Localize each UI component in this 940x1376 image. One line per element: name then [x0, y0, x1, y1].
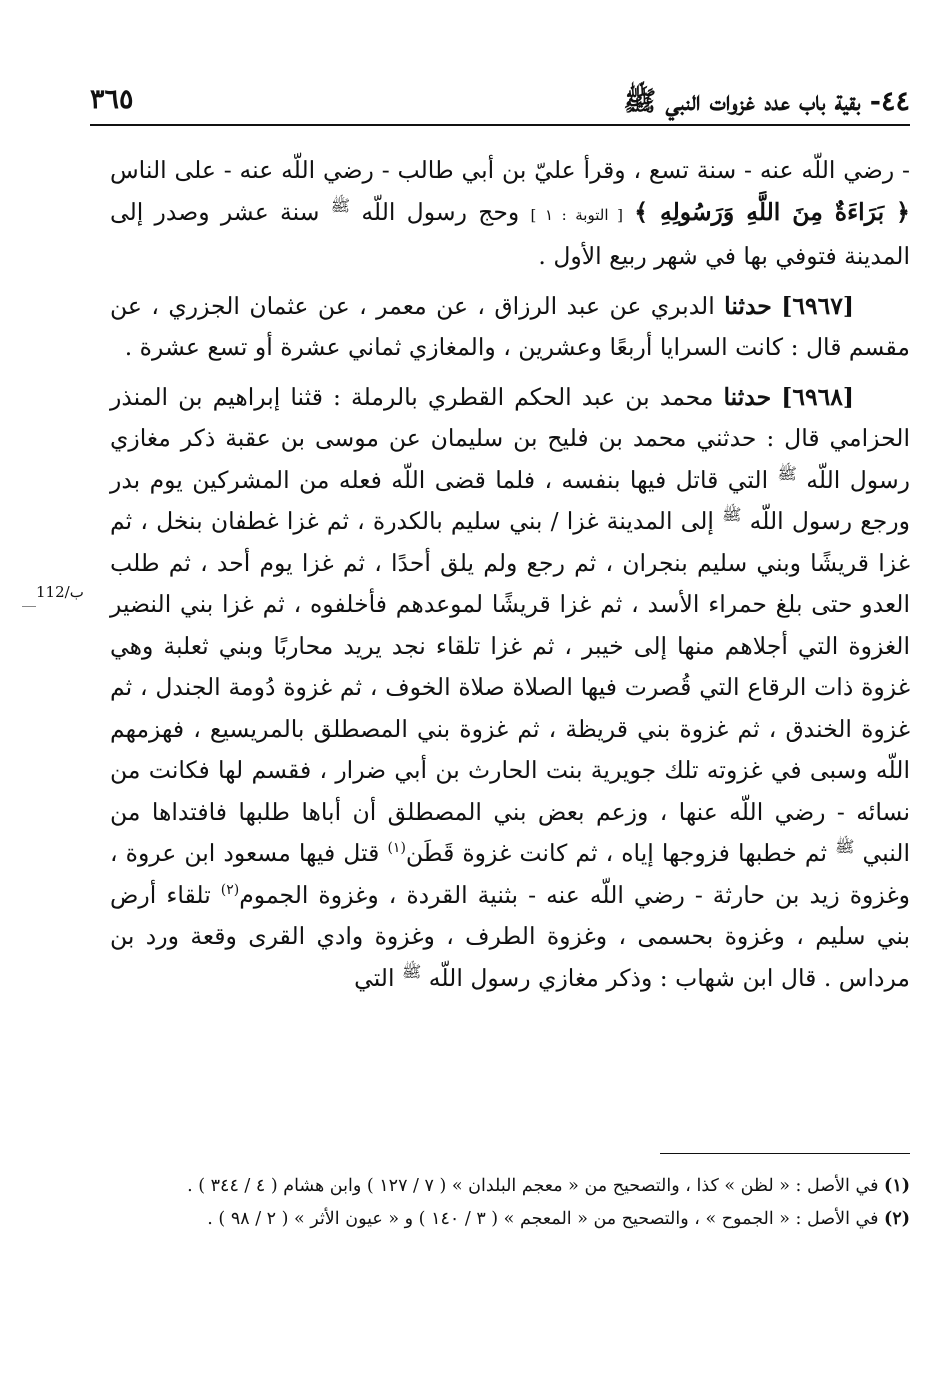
hadith-text: التي: [354, 963, 395, 992]
salla-ligature: ﷺ: [777, 463, 797, 483]
paragraph-1: [110, 150, 910, 278]
hadith-number: [٦٩٦٨]: [781, 382, 854, 411]
hadith-6968: [110, 377, 910, 1000]
header-divider: [90, 124, 910, 126]
hadith-text: قتل فيها مسعود ابن عروة ، وغزوة زيد بن حارثة - رضي اللّه عنه - بثنية القردة ، وغزوة الجموم: [110, 839, 910, 909]
hadith-text: ثم خطبها فزوجها إياه ، ثم كانت غزوة قَطَن: [405, 839, 828, 867]
main-text: [110, 150, 910, 1007]
footnote-number: (١): [884, 1176, 910, 1196]
text-segment: - رضي اللّه عنه - سنة تسع ، وقرأ عليّ بن أبي طالب - رضي اللّه عنه - على الناس: [110, 156, 910, 184]
quran-verse: ﴿ بَرَاءَةٌ مِنَ اللَّهِ وَرَسُولِهِ ﴾: [634, 197, 910, 226]
quran-reference: [ التوبة : ١ ]: [530, 205, 623, 224]
page-header: [90, 80, 910, 126]
hadith-6967: [110, 286, 910, 369]
footnote-text: في الأصل : « لظن » كذا ، والتصحيح من « معجم البلدان » ( ٧ / ١٢٧ ) وابن هشام ( ٤ / ٣٤٤ ) .: [187, 1176, 879, 1196]
hadith-number: [٦٩٦٧]: [781, 291, 854, 320]
footnote-ref-2[interactable]: (٢): [220, 881, 240, 898]
hadith-text: الدبري عن عبد الرزاق ، عن معمر ، عن عثمان الجزري ، عن مقسم قال : كانت السرايا أربعًا وعشرين ، والمغازي ثماني عشرة أو تسع عشرة .: [110, 291, 910, 361]
salla-ligature: ﷺ: [722, 505, 742, 525]
haddathana-word: حدثنا: [724, 291, 772, 320]
haddathana-word: حدثنا: [723, 382, 772, 411]
footnote-2: [110, 1203, 910, 1236]
hadith-text: إلى المدينة غزا / بني سليم بالكدرة ، ثم غزا غطفان بنخل ، ثم غزا قريشًا وبني سليم بنجران ، ثم رجع ولم يلق أحدًا ، ثم غزا يوم أحد ، ثم طلب العدو حتى بلغ حمراء الأسد ، ثم غزا قريشًا لموعدهم فأخلفوه ، ثم غزا بني النضير الغزوة التي أجلاهم منها إلى خيبر ، ثم غزا تلقاء نجد يريد محاربًا وبني ثعلبة وهي غزوة ذات الرقاع التي قُصرت فيها الصلاة صلاة الخوف ، ثم غزوة دُومة الجندل ، ثم غزوة الخندق ، ثم غزوة بني قريظة ، ثم غزوة بني المصطلق بالمريسيع ، فهزمهم اللّه وسبى في غزوته تلك جويرية بنت الحارث بن أبي ضرار ، فقسم لها فكانت من نسائه - رضي اللّه عنها ، وزعم بعض بني المصطلق أن أباها طلبها فافتداها من النبي: [110, 507, 910, 867]
footnote-ref-1[interactable]: (١): [387, 840, 406, 857]
footnotes: [110, 1170, 910, 1236]
salla-ligature: ﷺ: [330, 195, 351, 215]
salla-ligature: ﷺ: [835, 837, 855, 857]
hadith-text: تلقاء أرض بني سليم ، وغزوة بحسمى ، وغزوة الطرف ، وغزوة وادي القرى وقعة ورد بن مرداس . قال ابن شهاب : وذكر مغازي رسول اللّه: [110, 880, 910, 992]
page-number: ٣٦٥: [90, 84, 134, 115]
footnote-text: في الأصل : « الجموح » ، والتصحيح من « المعجم » ( ٣ / ١٤٠ ) و « عيون الأثر » ( ٢ / ٩٨ ) .: [207, 1209, 879, 1229]
running-title: ٤٤- بقية باب عدد غزوات النبي ﷺ: [623, 86, 910, 117]
hadith-text: محمد بن عبد الحكم القطري بالرملة : قثنا إبراهيم بن المنذر الحزامي قال : حدثني محمد بن فليح بن سليمان عن موسى بن عقبة ذكر مغازي رسول اللّه: [110, 382, 910, 494]
footnote-1: [110, 1170, 910, 1203]
text-segment: سنة عشر وصدر إلى المدينة فتوفي بها في شهر ربيع الأول .: [110, 197, 910, 270]
margin-mark: [22, 606, 36, 607]
margin-folio-note: 112/ب: [36, 583, 84, 601]
text-segment: وحج رسول اللّه: [361, 197, 520, 226]
footnote-divider: [660, 1153, 910, 1154]
hadith-text: التي قاتل فيها بنفسه ، فلما قضى اللّه فعله من المشركين يوم بدر ورجع رسول اللّه: [110, 465, 910, 535]
footnote-number: (٢): [884, 1209, 910, 1229]
salla-ligature: ﷺ: [401, 961, 422, 981]
